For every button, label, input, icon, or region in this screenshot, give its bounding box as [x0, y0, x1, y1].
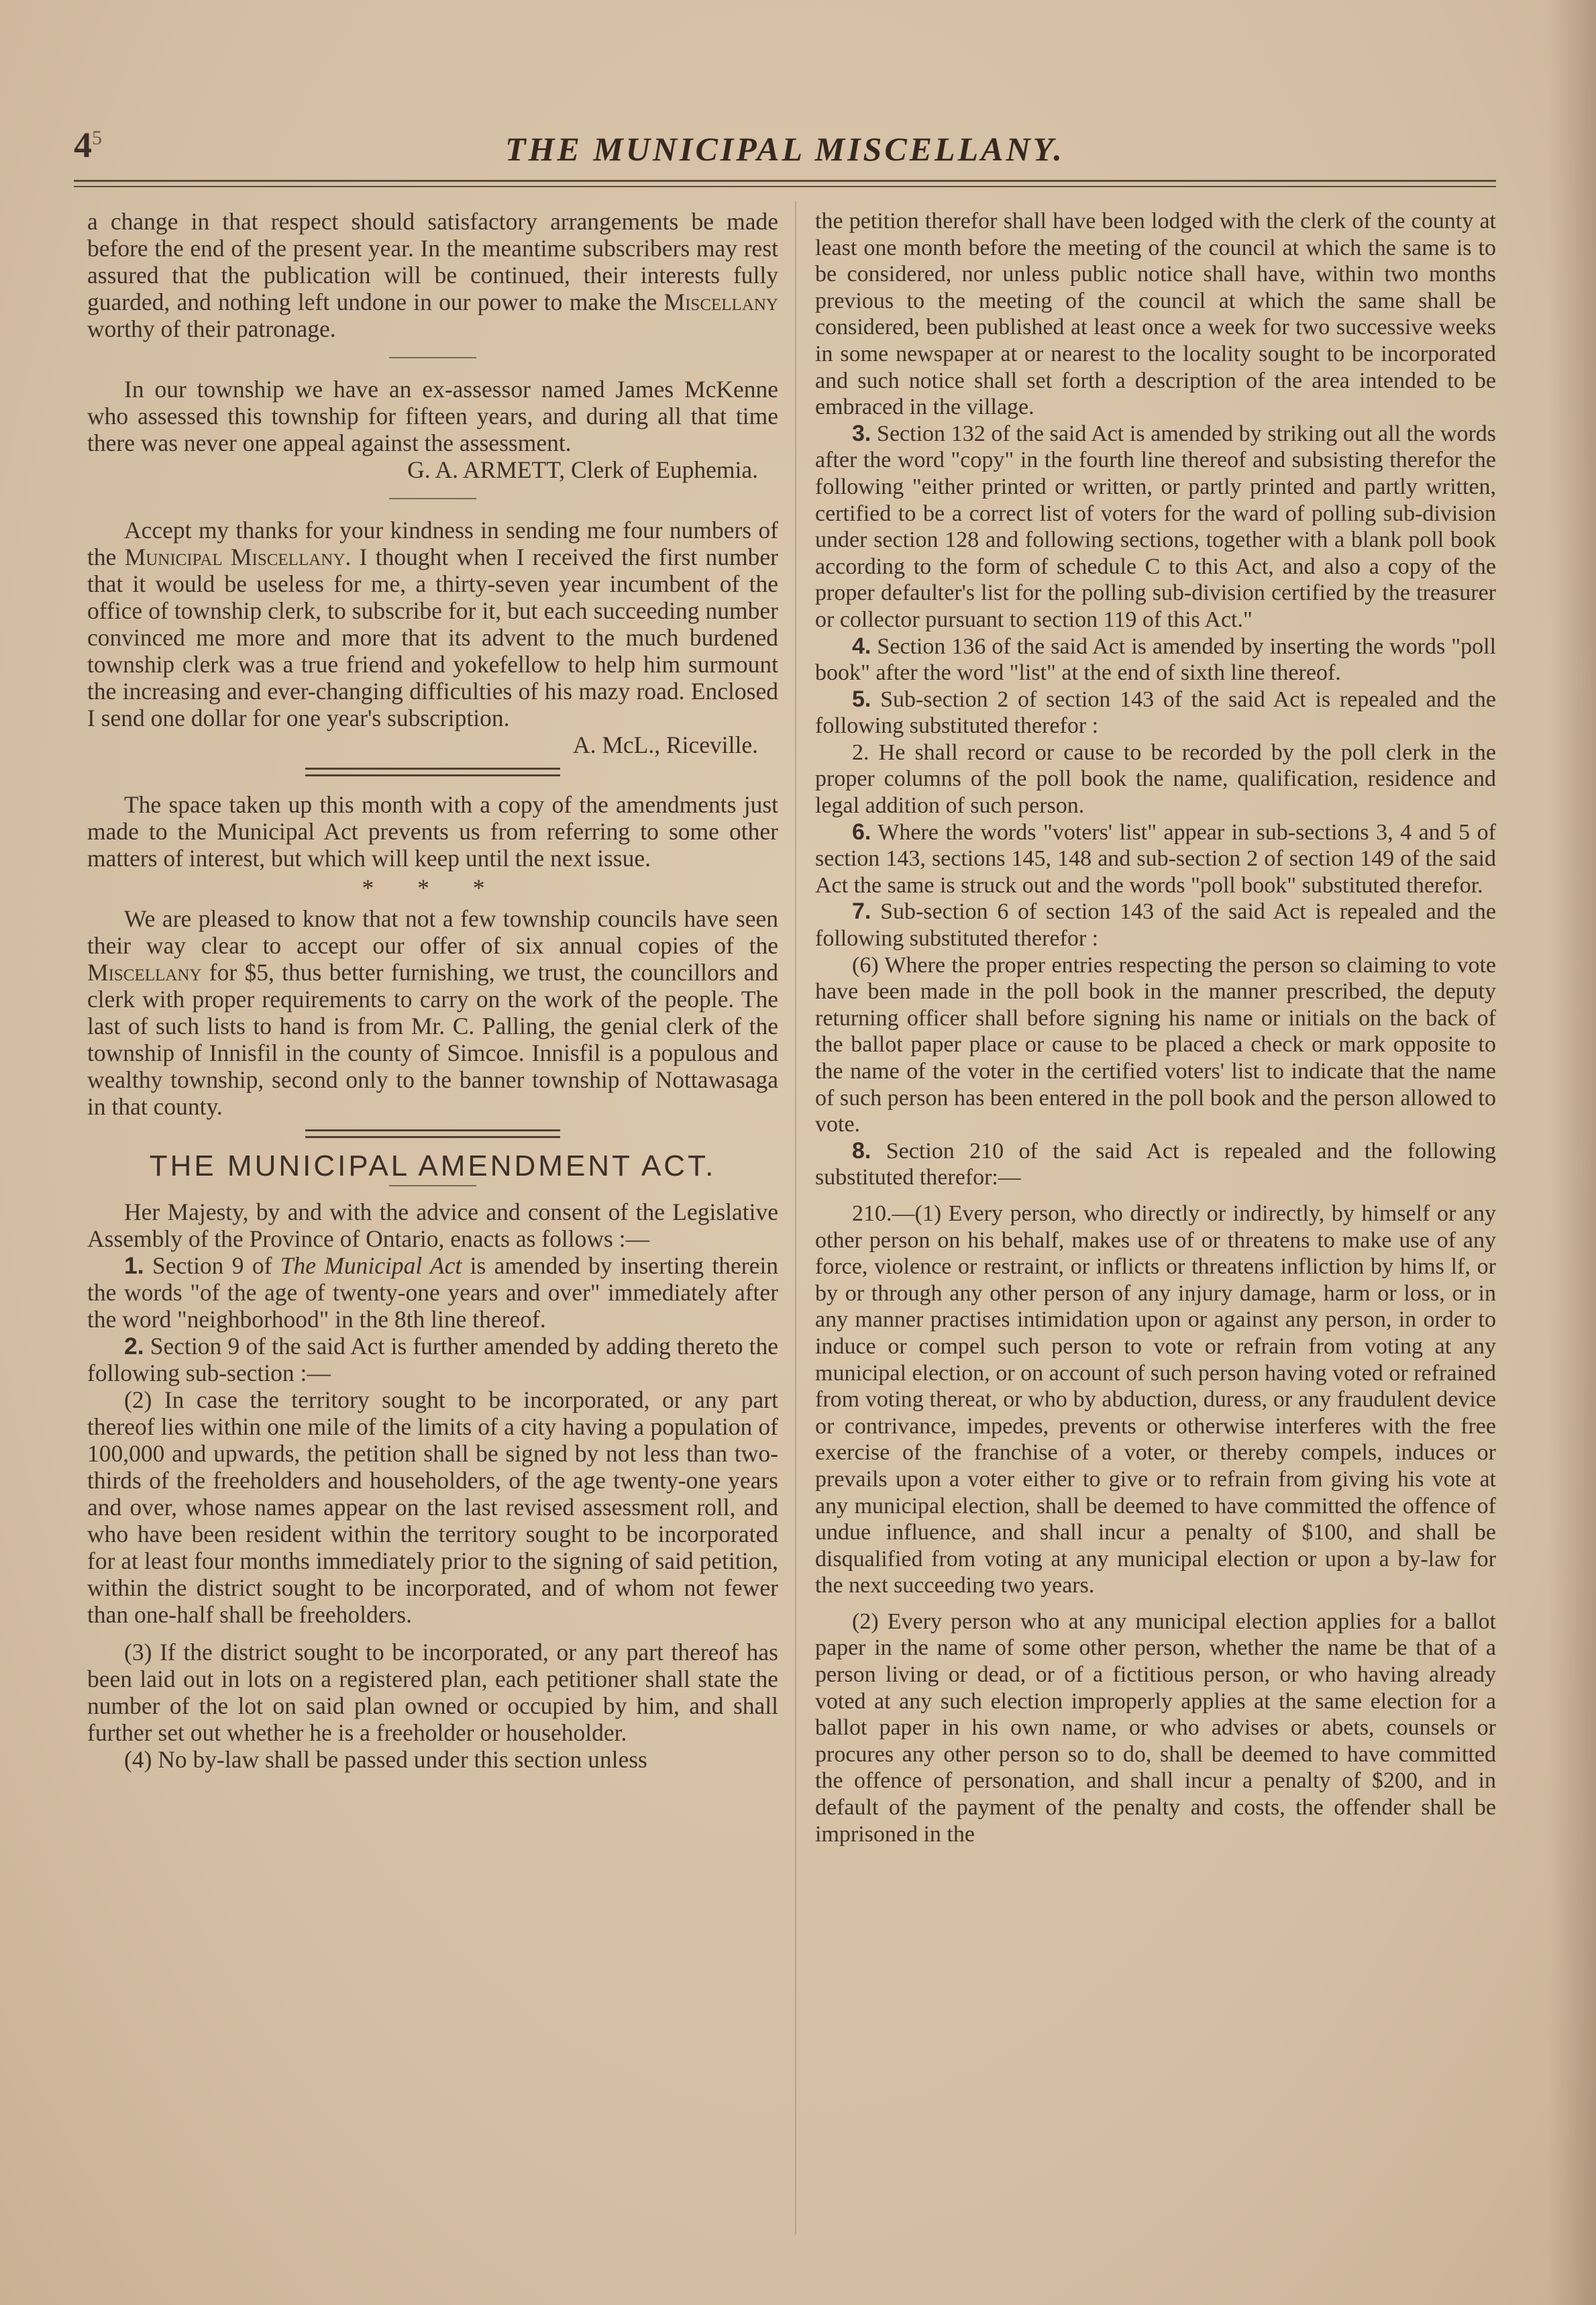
page-header	[74, 124, 1496, 171]
act-heading: THE MUNICIPAL AMENDMENT ACT.	[149, 1149, 716, 1182]
section-210-subsection-2: (2) Every person who at any municipal election applies for a ballot paper in the name of some other person, whether the name be that of a person living or dead, or of a fictitious person, or who having already voted at any such election improperly applies at the same election for a ballot paper in his own name, or who advises or abets, counsels or procures any other person so to do, shall be deemed to have committed the offence of personation, and shall incur a penalty of $200, and in default of the payment of the penalty and costs, the offender shall be imprisoned in the	[815, 1608, 1496, 1847]
separator	[389, 498, 476, 499]
paragraph-councils: We are pleased to know that not a few township councils have seen their way clear to accept our offer of six annual copies of the Miscellany for $5, thus better furnishing, we trust, the councillors and clerk with proper requirements to carry on the work of the people. The last of such lists to hand is from Mr. C. Palling, the genial clerk of the township of Innisfil in the county of Simcoe. Innisfil is a populous and wealthy township, second only to the banner township of Nottawasaga in that county.	[87, 905, 778, 1120]
letter-armett: In our township we have an ex-assessor named James McKenne who assessed this township for fifteen years, and during all that time there was never one appeal against the assessment. G. A. ARMETT, Clerk of Euphemia.	[87, 376, 778, 483]
act-intro: Her Majesty, by and with the advice and consent of the Legislative Assembly of the Province of Ontario, enacts as follows :—	[87, 1198, 778, 1252]
left-column	[87, 208, 778, 1773]
section-2-subsection-2: (2) In case the territory sought to be incorporated, or any part thereof lies within one mile of the limits of a city having a population of 100,000 and upwards, the petition shall be signed by not less than two-thirds of the freeholders and householders, of the age twenty-one years and over, whose names appear on the last revised assessment roll, and who have been resident within the territory sought to be incorporated for at least four months immediately prior to the signing of said petition, within the district sought to be incorporated, and of whom not fewer than one-half shall be freeholders.	[87, 1386, 778, 1628]
separator	[389, 357, 476, 358]
section-210-subsection-1: 210.—(1) Every person, who directly or indirectly, by himself or any other person on his behalf, makes use of or threatens to make use of any force, violence or restraint, or inflicts or threatens infliction by hims lf, or by or through any other person of any injury damage, harm or loss, or in any manner practises intimidation upon or against any person, in order to induce or compel such person to vote or refrain from voting at any municipal election, or on account of such person having voted or refrained from voting thereat, or who by abduction, duress, or any fraudulent device or contrivance, impedes, prevents or otherwise interferes with the free exercise of the franchise of a voter, or thereby compels, induces or prevails upon a voter either to give or to refrain from giving his vote at any municipal election, shall be deemed to have committed the offence of undue influence, and shall incur a penalty of $100, and shall be disqualified from voting at any municipal election or upon a by-law for the next succeeding two years.	[815, 1200, 1496, 1598]
section-1: 1. Section 9 of The Municipal Act is amended by inserting therein the words "of the age of twenty-one years and over" immediately after the word "neighborhood" in the 8th line thereof.	[87, 1252, 779, 1333]
right-column	[815, 208, 1496, 1847]
section-5-subsection-2: 2. He shall record or cause to be recorded by the poll clerk in the proper columns of the poll book the name, qualification, residence and legal addition of such person.	[815, 739, 1496, 819]
section-2-subsection-3: (3) If the district sought to be incorporated, or any part thereof has been laid out in lots on a registered plan, each petitioner shall state the number of the lot on said plan owned or occupied by him, and shall further set out whether he is a freeholder or householder.	[87, 1639, 778, 1746]
page-number-annotation: 5	[92, 127, 102, 149]
section-8: 8. Section 210 of the said Act is repealed and the following substituted therefor:—	[815, 1137, 1497, 1190]
running-title: THE MUNICIPAL MISCELLANY.	[505, 130, 1065, 168]
section-7-subsection-6: (6) Where the proper entries respecting the person so claiming to vote have been made in the poll book in the manner prescribed, the deputy returning officer shall before signing his name or initials on the back of the ballot paper place or cause to be placed a check or mark opposite to the name of the voter in the certified voters' list to indicate that the name of such person has been entered in the poll book and the person allowed to vote.	[815, 952, 1496, 1137]
column-divider	[795, 201, 796, 2235]
section-6: 6. Where the words "voters' list" appear in sub-sections 3, 4 and 5 of section 143, sections 145, 148 and sub-section 2 of section 149 of the said Act the same is struck out and the words "poll book" substituted therefor.	[815, 819, 1496, 898]
asterism: * * *	[362, 874, 504, 901]
section-2: 2. Section 9 of the said Act is further amended by adding thereto the following sub-section :—	[87, 1333, 779, 1386]
section-2-subsection-4: (4) No by-law shall be passed under this section unless	[124, 1746, 647, 1773]
section-5: 5. Sub-section 2 of section 143 of the said Act is repealed and the following substituted therefor :	[815, 686, 1497, 739]
page-edge-shadow	[1549, 0, 1596, 2305]
separator	[389, 1185, 476, 1186]
double-rule-separator	[305, 1129, 560, 1138]
section-2-continued: the petition therefor shall have been lodged with the clerk of the county at least one month before the meeting of the council at which the same is to be considered, nor unless public notice shall have, within two months previous to the meeting of the council at which the same shall be considered, been published at least once a week for two successive weeks in some newspaper at or nearest to the locality sought to be incorporated and such notice shall set forth a description of the area intended to be embraced in the village.	[815, 209, 1496, 420]
section-4: 4. Section 136 of the said Act is amended by inserting the words "poll book" after the word "list" at the end of sixth line thereof.	[815, 633, 1497, 686]
header-rule-top	[74, 180, 1496, 182]
signature-mcl: A. McL., Riceville.	[572, 731, 758, 758]
section-3: 3. Section 132 of the said Act is amended by striking out all the words after the word "copy" in the fourth line thereof and subsisting therefor the following "either printed or written, or partly printed and partly written, certified to be a correct list of voters for the ward of polling sub-division under section 128 and following sections, together with a blank poll book according to the form of schedule C to this Act, and also a copy of the proper defaulter's list for the polling sub-division certified by the treasurer or collector pursuant to section 119 of this Act."	[815, 420, 1496, 632]
section-7: 7. Sub-section 6 of section 143 of the said Act is repealed and the following substituted therefor :	[815, 899, 1497, 952]
letter-mcl: Accept my thanks for your kindness in sending me four numbers of the Municipal Miscellany. I thought when I received the first number that it would be useless for me, a thirty-seven year incumbent of the office of township clerk, to subscribe for it, but each succeeding number convinced me more and more that its advent to the much burdened township clerk was a true friend and yokefellow to help him surmount the increasing and ever-changing difficulties of his mazy road. Enclosed I send one dollar for one year's subscription. A. McL., Riceville.	[87, 517, 778, 758]
paragraph-notice: The space taken up this month with a copy of the amendments just made to the Municipal Act prevents us from referring to some other matters of interest, but which will keep until the next issue.	[87, 791, 778, 872]
paragraph-intro: a change in that respect should satisfactory arrangements be made before the end of the present year. In the meantime subscribers may rest assured that the publication will be continued, their interests fully guarded, and nothing left undone in our power to make the Miscellany worthy of their patronage.	[87, 208, 778, 342]
page-number: $4^5$	[74, 125, 102, 165]
signature-armett: G. A. ARMETT, Clerk of Euphemia.	[407, 456, 758, 483]
header-rule-bottom	[74, 186, 1496, 187]
double-rule-separator	[305, 768, 560, 776]
